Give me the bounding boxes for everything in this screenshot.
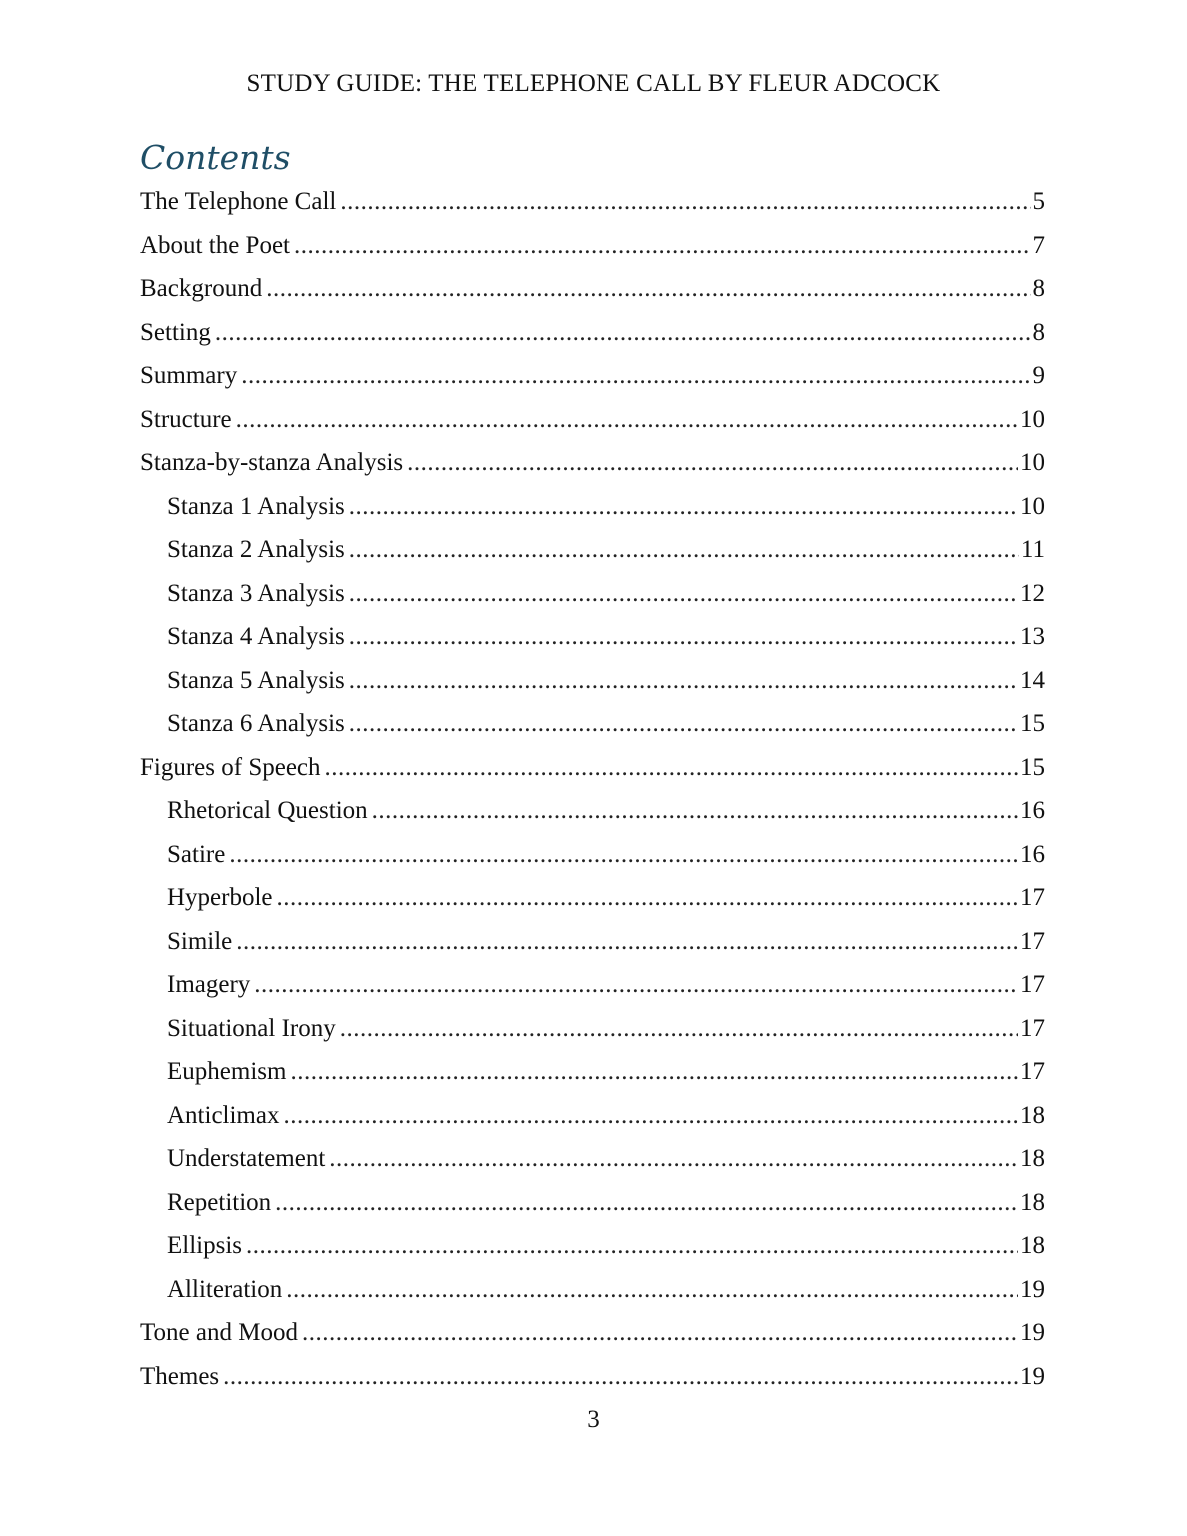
- toc-dot-leader: [407, 441, 1018, 485]
- toc-entry-title: About the Poet: [140, 231, 290, 259]
- toc-dot-leader: [325, 746, 1018, 790]
- toc-entry[interactable]: [140, 441, 1045, 485]
- toc-entry-title: Stanza-by-stanza Analysis: [140, 449, 404, 476]
- toc-entry[interactable]: [140, 659, 1045, 703]
- toc-entry[interactable]: [140, 1181, 1045, 1225]
- toc-entry-title: Hyperbole: [167, 884, 273, 911]
- toc-entry-title: Understatement: [167, 1145, 326, 1172]
- toc-entry[interactable]: [140, 1137, 1045, 1181]
- toc-entry-title: Background: [140, 275, 263, 302]
- toc-entry[interactable]: [140, 920, 1045, 964]
- toc-entry-title: Themes: [140, 1362, 220, 1390]
- toc-entry-title: Stanza 6 Analysis: [167, 710, 345, 737]
- toc-entry[interactable]: [140, 354, 1045, 398]
- toc-dot-leader: [266, 267, 1030, 311]
- toc-entry[interactable]: [140, 1355, 1045, 1399]
- toc-entry-page: 19: [1020, 1275, 1045, 1303]
- toc-dot-leader: [236, 398, 1018, 442]
- toc-entry-title: The Telephone Call: [140, 188, 337, 215]
- toc-entry-title: Repetition: [167, 1188, 272, 1216]
- toc-dot-leader: [229, 833, 1018, 877]
- toc-entry[interactable]: [140, 615, 1045, 659]
- toc-entry-page: 11: [1020, 536, 1045, 563]
- toc-entry-page: 17: [1020, 1058, 1045, 1085]
- toc-entry-page: 18: [1020, 1188, 1045, 1216]
- running-header: STUDY GUIDE: THE TELEPHONE CALL BY FLEUR ADCOCK: [246, 70, 941, 97]
- toc-dot-leader: [349, 485, 1018, 529]
- toc-entry[interactable]: [140, 180, 1045, 224]
- toc-entry-title: Rhetorical Question: [167, 797, 368, 824]
- toc-entry-title: Satire: [167, 840, 226, 868]
- toc-dot-leader: [349, 615, 1018, 659]
- toc-dot-leader: [302, 1311, 1018, 1355]
- toc-entry[interactable]: [140, 528, 1045, 572]
- toc-entry-title: Stanza 5 Analysis: [167, 666, 345, 694]
- toc-entry[interactable]: [140, 963, 1045, 1007]
- toc-entry[interactable]: [140, 876, 1045, 920]
- toc-dot-leader: [372, 789, 1018, 833]
- toc-dot-leader: [246, 1224, 1018, 1268]
- toc-entry-page: 15: [1020, 753, 1045, 781]
- toc-entry[interactable]: [140, 746, 1045, 790]
- toc-entry-page: 17: [1020, 1014, 1045, 1042]
- toc-entry-page: 14: [1020, 666, 1045, 694]
- toc-entry[interactable]: [140, 1311, 1045, 1355]
- toc-entry[interactable]: [140, 311, 1045, 355]
- toc-dot-leader: [349, 528, 1019, 572]
- toc-entry-page: 18: [1020, 1232, 1045, 1259]
- toc-entry[interactable]: [140, 702, 1045, 746]
- toc-entry-page: 9: [1032, 362, 1045, 389]
- toc-dot-leader: [349, 702, 1018, 746]
- toc-entry-page: 15: [1020, 710, 1045, 737]
- toc-entry[interactable]: [140, 1094, 1045, 1138]
- toc-dot-leader: [254, 963, 1018, 1007]
- toc-entry-page: 17: [1020, 927, 1045, 955]
- toc-entry-page: 17: [1020, 971, 1045, 998]
- toc-dot-leader: [349, 572, 1018, 616]
- toc-entry-title: Ellipsis: [167, 1232, 243, 1259]
- toc-dot-leader: [241, 354, 1030, 398]
- toc-entry[interactable]: [140, 267, 1045, 311]
- toc-entry-title: Stanza 1 Analysis: [167, 492, 345, 520]
- toc-entry-title: Figures of Speech: [140, 753, 321, 781]
- toc-dot-leader: [275, 1181, 1018, 1225]
- toc-entry[interactable]: [140, 1007, 1045, 1051]
- toc-entry-page: 16: [1020, 797, 1045, 824]
- toc-entry-title: Simile: [167, 927, 233, 955]
- toc-dot-leader: [329, 1137, 1018, 1181]
- toc-entry-page: 13: [1020, 623, 1045, 650]
- toc-dot-leader: [349, 659, 1018, 703]
- toc-dot-leader: [286, 1268, 1018, 1312]
- toc-dot-leader: [340, 1007, 1018, 1051]
- toc-entry-page: 16: [1020, 840, 1045, 868]
- toc-entry-page: 8: [1032, 318, 1045, 346]
- table-of-contents: [140, 180, 1045, 1398]
- toc-entry-title: Stanza 3 Analysis: [167, 579, 345, 607]
- toc-entry-title: Tone and Mood: [140, 1319, 298, 1346]
- toc-entry[interactable]: [140, 789, 1045, 833]
- toc-entry[interactable]: [140, 572, 1045, 616]
- toc-entry-title: Structure: [140, 405, 232, 433]
- toc-entry-page: 19: [1020, 1319, 1045, 1346]
- toc-entry-page: 19: [1020, 1362, 1045, 1390]
- toc-entry[interactable]: [140, 1268, 1045, 1312]
- toc-entry[interactable]: [140, 398, 1045, 442]
- toc-dot-leader: [294, 224, 1031, 268]
- toc-entry-title: Stanza 4 Analysis: [167, 623, 345, 650]
- toc-entry-page: 18: [1020, 1145, 1045, 1172]
- toc-dot-leader: [290, 1050, 1018, 1094]
- toc-entry[interactable]: [140, 1224, 1045, 1268]
- toc-dot-leader: [215, 311, 1031, 355]
- toc-entry[interactable]: [140, 224, 1045, 268]
- toc-entry-page: 18: [1020, 1101, 1045, 1129]
- toc-entry[interactable]: [140, 485, 1045, 529]
- toc-dot-leader: [277, 876, 1018, 920]
- toc-entry-title: Stanza 2 Analysis: [167, 536, 345, 563]
- toc-entry-page: 10: [1020, 449, 1045, 476]
- toc-entry-title: Setting: [140, 318, 211, 346]
- toc-dot-leader: [340, 180, 1030, 224]
- toc-heading: Contents: [140, 138, 291, 177]
- toc-entry-title: Summary: [140, 362, 238, 389]
- toc-entry-title: Alliteration: [167, 1275, 283, 1303]
- toc-dot-leader: [283, 1094, 1018, 1138]
- toc-entry-title: Imagery: [167, 971, 251, 998]
- toc-dot-leader: [223, 1355, 1018, 1399]
- toc-entry-page: 10: [1020, 492, 1045, 520]
- toc-entry[interactable]: [140, 833, 1045, 877]
- toc-entry-page: 5: [1032, 188, 1045, 215]
- toc-entry[interactable]: [140, 1050, 1045, 1094]
- toc-dot-leader: [236, 920, 1018, 964]
- toc-entry-page: 10: [1020, 405, 1045, 433]
- toc-entry-page: 12: [1020, 579, 1045, 607]
- toc-entry-title: Situational Irony: [167, 1014, 336, 1042]
- toc-entry-title: Anticlimax: [167, 1101, 280, 1129]
- toc-entry-page: 17: [1020, 884, 1045, 911]
- page-number: 3: [587, 1406, 600, 1433]
- toc-entry-page: 8: [1032, 275, 1045, 302]
- toc-entry-page: 7: [1032, 231, 1045, 259]
- toc-entry-title: Euphemism: [167, 1058, 287, 1085]
